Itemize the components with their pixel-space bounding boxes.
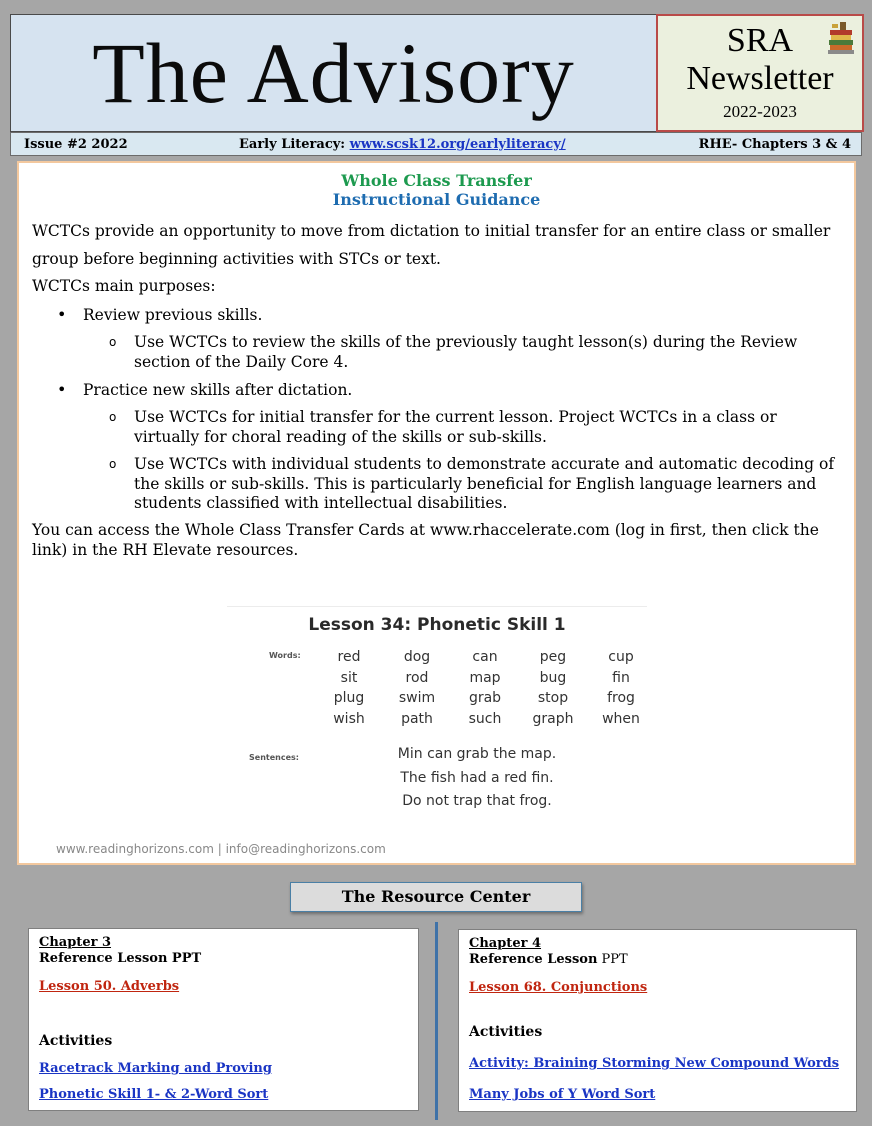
chapter-3-activities-label: Activities: [39, 1033, 113, 1049]
info-bar: [10, 132, 862, 156]
word: red: [337, 649, 361, 665]
sub-list-item: o Use WCTCs for initial transfer for the current lesson. Project WCTCs in a class or virtually for choral reading of the skills or sub-skills.: [32, 408, 842, 447]
newsletter-label: Newsletter: [686, 60, 834, 97]
newsletter-year: 2022-2023: [723, 102, 797, 121]
issue-number: Issue #2 2022: [24, 136, 128, 152]
bullet-text: Practice new skills after dictation.: [83, 381, 353, 399]
word-sort-link[interactable]: Phonetic Skill 1- & 2-Word Sort: [39, 1087, 269, 1102]
sub-list-item: o Use WCTCs to review the skills of the previously taught lesson(s) during the Review section of the Daily Core 4.: [32, 333, 842, 372]
chapter-3-title: Chapter 3: [39, 935, 112, 950]
newsletter-title: The Advisory: [92, 25, 575, 121]
chapter-3-reference-label: Reference Lesson PPT: [39, 951, 202, 966]
word: wish: [333, 710, 365, 727]
early-literacy-label: Early Literacy:: [239, 136, 350, 152]
books-icon: [828, 22, 854, 54]
word: rod: [405, 669, 429, 686]
word: sit: [340, 669, 358, 686]
chapter-4-box: [458, 929, 857, 1112]
word: frog: [607, 690, 635, 706]
racetrack-link[interactable]: Racetrack Marking and Proving: [39, 1061, 272, 1076]
section-subheading: Instructional Guidance: [332, 190, 541, 209]
compound-words-link[interactable]: Activity: Braining Storming New Compound Words: [469, 1056, 840, 1071]
sentence: Do not trap that frog.: [402, 793, 552, 809]
word: graph: [532, 710, 574, 727]
chapter-4-reference-label: [469, 952, 628, 967]
word: fin: [612, 669, 630, 686]
word: dog: [403, 649, 431, 665]
card-footer: www.readinghorizons.com | info@readinghorizons.com: [56, 842, 386, 856]
sub-list: [83, 333, 842, 372]
words-label: Words:: [269, 651, 301, 660]
word-grid: [315, 647, 655, 729]
reference-bold: Reference Lesson: [469, 952, 598, 967]
lesson-68-link[interactable]: Lesson 68. Conjunctions: [469, 980, 648, 995]
word: path: [401, 710, 433, 727]
guidance-body: [19, 217, 854, 560]
chapters-label: RHE- Chapters 3 & 4: [698, 136, 851, 152]
chapter-4-activities-label: Activities: [469, 1024, 543, 1040]
column-divider: [435, 922, 438, 1120]
sentences-label: Sentences:: [249, 753, 299, 762]
access-paragraph: You can access the Whole Class Transfer Cards at www.rhaccelerate.com (log in first, then click the link) in the RH Elevate resources.: [32, 520, 819, 559]
word: grab: [468, 690, 502, 706]
word: peg: [539, 649, 567, 665]
lesson-card: [227, 603, 651, 823]
list-item: [32, 380, 842, 514]
word: map: [469, 669, 501, 686]
word: plug: [333, 690, 365, 706]
reference-normal: PPT: [597, 952, 628, 967]
intro-paragraph: WCTCs provide an opportunity to move from dictation to initial transfer for an entire class or smaller group before beginning activities with STCs or text.: [32, 222, 831, 268]
early-literacy-link[interactable]: www.scsk12.org/earlyliteracy/: [349, 136, 566, 152]
chapter-3-box: [28, 928, 419, 1111]
sentence: The fish had a red fin.: [400, 769, 554, 786]
purposes-list: [32, 305, 842, 514]
masthead: [10, 14, 862, 132]
sub-list-item: o Use WCTCs with individual students to demonstrate accurate and automatic decoding of the skills or sub-skills. This is particularly beneficial for English language learners and students classified with intellectual disabilities.: [32, 455, 842, 514]
guidance-panel: [17, 161, 856, 865]
word: bug: [539, 669, 567, 686]
newsletter-info-box: [656, 14, 864, 132]
newsletter-sra: SRA: [726, 22, 794, 59]
word: such: [468, 710, 502, 727]
sentences-list: [377, 743, 577, 814]
purposes-label: WCTCs main purposes:: [32, 277, 216, 295]
word: when: [602, 710, 640, 727]
early-literacy: [239, 137, 566, 152]
word: stop: [537, 690, 569, 706]
sub-list: [83, 408, 842, 514]
list-item: [32, 305, 842, 372]
lesson-50-link[interactable]: Lesson 50. Adverbs: [39, 979, 180, 994]
section-heading: Whole Class Transfer: [341, 171, 532, 190]
card-divider: [227, 606, 647, 607]
y-word-sort-link[interactable]: Many Jobs of Y Word Sort: [469, 1087, 656, 1102]
word: swim: [398, 690, 436, 706]
lesson-card-title: Lesson 34: Phonetic Skill 1: [308, 615, 566, 635]
resource-center-title: The Resource Center: [290, 882, 582, 912]
bullet-text: Review previous skills.: [83, 306, 263, 324]
word: can: [472, 649, 498, 665]
word: cup: [608, 649, 634, 665]
sentence: Min can grab the map.: [397, 746, 557, 762]
chapter-4-title: Chapter 4: [469, 936, 542, 951]
